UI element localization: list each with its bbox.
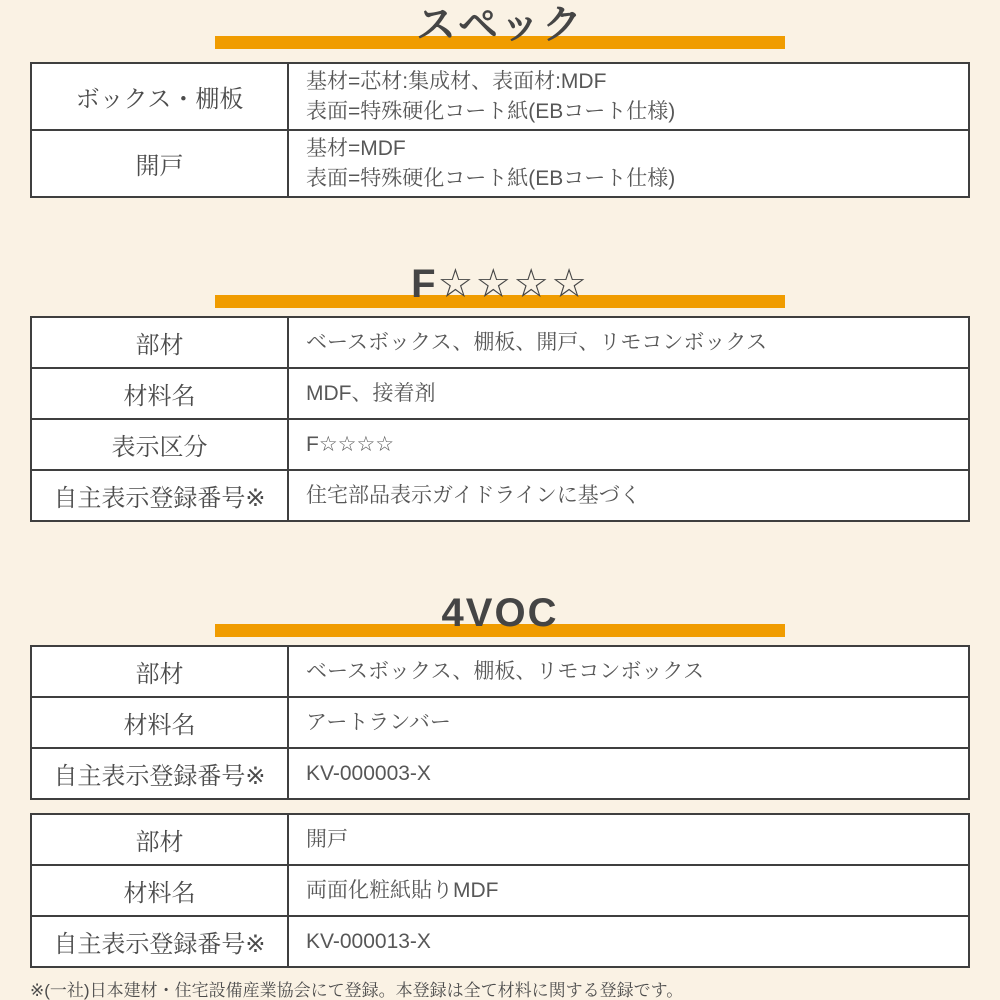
value-line: KV-000013-X (306, 929, 431, 953)
table-row (31, 916, 969, 967)
section-title-4voc (30, 592, 970, 637)
section-title-f4star-text: F☆☆☆☆ (411, 262, 589, 306)
value-line: KV-000003-X (306, 761, 431, 785)
row-label: 材料名 (31, 697, 288, 748)
row-value (288, 865, 969, 916)
row-label: 自主表示登録番号※ (31, 916, 288, 967)
table-row (31, 748, 969, 799)
table-row (31, 368, 969, 419)
row-label: 材料名 (31, 368, 288, 419)
row-label: 開戸 (31, 130, 288, 197)
row-label: 部材 (31, 317, 288, 368)
value-line: ベースボックス、棚板、リモコンボックス (306, 659, 705, 683)
value-line: ベースボックス、棚板、開戸、リモコンボックス (306, 330, 768, 354)
value-line: 住宅部品表示ガイドラインに基づく (306, 483, 641, 507)
row-value (288, 748, 969, 799)
row-value (288, 814, 969, 865)
4voc-table-2 (30, 813, 970, 968)
row-label: ボックス・棚板 (31, 63, 288, 130)
row-value (288, 470, 969, 521)
row-value (288, 317, 969, 368)
value-line: 基材=芯材:集成材、表面材:MDF (306, 69, 607, 93)
f4star-table (30, 316, 970, 522)
table-row (31, 470, 969, 521)
table-row (31, 317, 969, 368)
table-row (31, 646, 969, 697)
table-row (31, 419, 969, 470)
value-line: 両面化粧紙貼りMDF (306, 878, 499, 902)
value-line: 開戸 (306, 827, 348, 851)
row-label: 材料名 (31, 865, 288, 916)
row-label: 自主表示登録番号※ (31, 748, 288, 799)
row-value (288, 63, 969, 130)
value-line: MDF、接着剤 (306, 381, 436, 405)
section-title-f4star (30, 263, 970, 308)
value-line: 表面=特殊硬化コート紙(EBコート仕様) (306, 166, 676, 190)
section-title-spec (30, 4, 970, 49)
row-label: 表示区分 (31, 419, 288, 470)
row-value (288, 130, 969, 197)
section-title-4voc-text: 4VOC (441, 591, 559, 635)
table-row (31, 697, 969, 748)
row-label: 部材 (31, 814, 288, 865)
value-line: アートランバー (306, 710, 451, 734)
row-label: 自主表示登録番号※ (31, 470, 288, 521)
row-value (288, 368, 969, 419)
spec-table (30, 62, 970, 198)
value-line: F☆☆☆☆ (306, 432, 395, 456)
value-line: 基材=MDF (306, 136, 406, 160)
row-value (288, 419, 969, 470)
row-value (288, 697, 969, 748)
value-line: 表面=特殊硬化コート紙(EBコート仕様) (306, 99, 676, 123)
footnote: ※(一社)日本建材・住宅設備産業協会にて登録。本登録は全て材料に関する登録です。 (30, 981, 684, 1000)
table-row (31, 63, 969, 130)
section-title-spec-text: スペック (416, 3, 584, 47)
row-value (288, 916, 969, 967)
table-row (31, 865, 969, 916)
row-label: 部材 (31, 646, 288, 697)
table-row (31, 130, 969, 197)
4voc-table-1 (30, 645, 970, 800)
table-row (31, 814, 969, 865)
row-value (288, 646, 969, 697)
